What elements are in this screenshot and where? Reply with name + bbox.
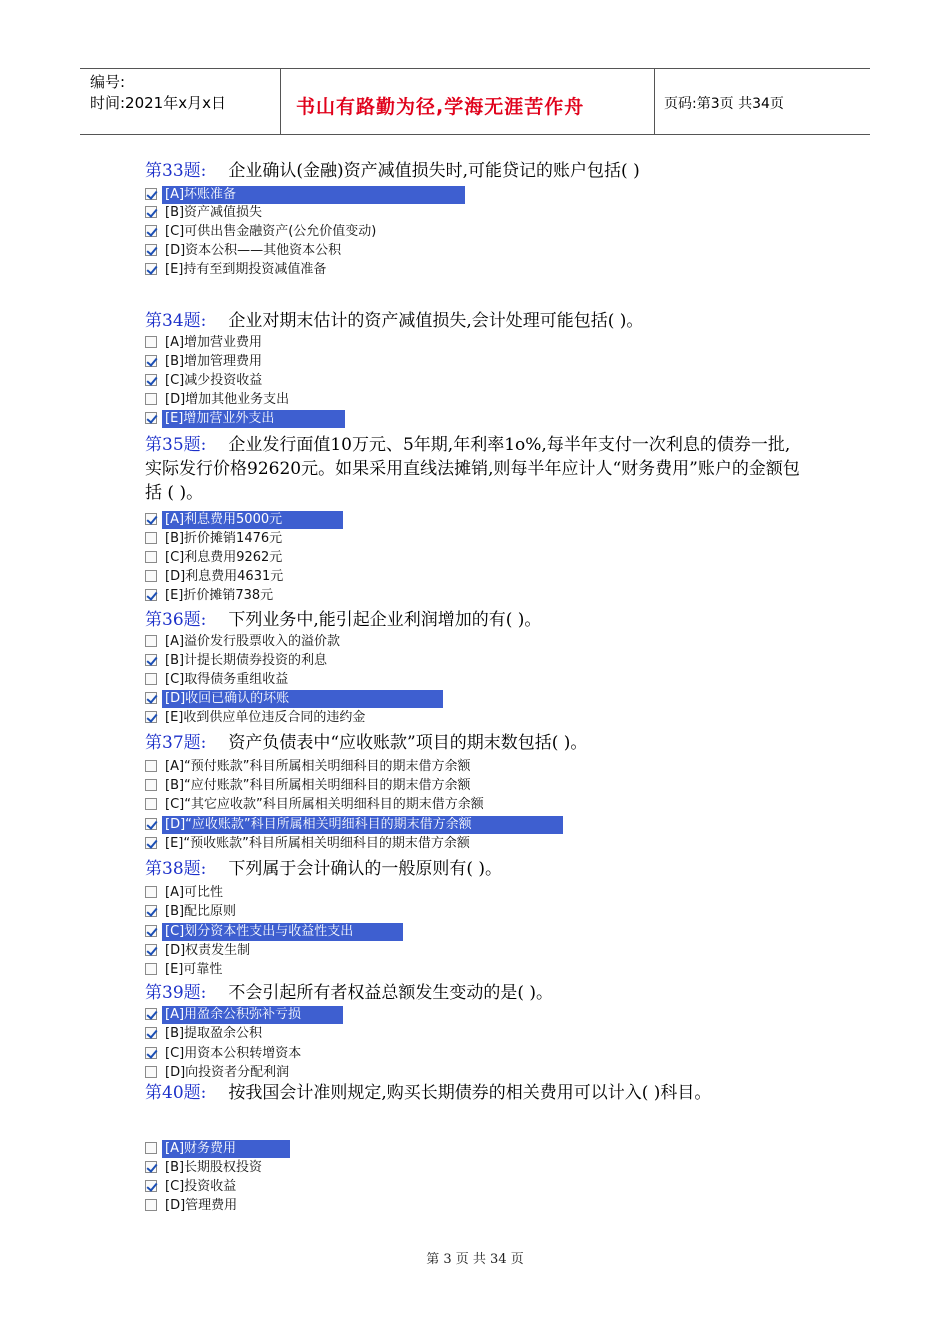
checkbox-checked-icon[interactable]	[145, 905, 157, 917]
question-number: 第39题:	[145, 983, 207, 1003]
question-number: 第34题:	[145, 311, 207, 331]
question-text: 下列属于会计确认的一般原则有( )。	[228, 859, 503, 879]
number-label: 编号:	[90, 73, 126, 91]
checkbox-checked-icon[interactable]	[145, 225, 157, 237]
question-number: 第40题:	[145, 1083, 207, 1103]
checkbox-checked-icon[interactable]	[145, 263, 157, 275]
option-38-e[interactable]: [E]可靠性	[145, 960, 222, 979]
question-37	[145, 731, 587, 755]
checkbox-unchecked-icon[interactable]	[145, 1142, 157, 1154]
checkbox-unchecked-icon[interactable]	[145, 779, 157, 791]
checkbox-checked-icon[interactable]	[145, 837, 157, 849]
checkbox-checked-icon[interactable]	[145, 1008, 157, 1020]
option-37-e[interactable]: [E]“预收账款”科目所属相关明细科目的期末借方余额	[145, 834, 470, 853]
question-text: 资产负债表中“应收账款”项目的期末数包括( )。	[228, 733, 588, 753]
checkbox-checked-icon[interactable]	[145, 206, 157, 218]
option-34-b[interactable]: [B]增加管理费用	[145, 352, 262, 371]
option-40-c[interactable]: [C]投资收益	[145, 1177, 236, 1196]
question-36	[145, 608, 541, 632]
option-35-b[interactable]: [B]折价摊销1476元	[145, 529, 282, 548]
option-36-b[interactable]: [B]计提长期债券投资的利息	[145, 651, 327, 670]
option-40-b[interactable]: [B]长期股权投资	[145, 1158, 262, 1177]
checkbox-checked-icon[interactable]	[145, 692, 157, 704]
question-text: 下列业务中,能引起企业利润增加的有( )。	[228, 610, 542, 630]
checkbox-unchecked-icon[interactable]	[145, 1199, 157, 1211]
question-text: 企业对期末估计的资产减值损失,会计处理可能包括( )。	[228, 311, 644, 331]
checkbox-checked-icon[interactable]	[145, 188, 157, 200]
checkbox-unchecked-icon[interactable]	[145, 635, 157, 647]
checkbox-checked-icon[interactable]	[145, 818, 157, 830]
question-35	[145, 433, 805, 505]
option-40-a[interactable]: [A]财务费用	[145, 1139, 236, 1158]
option-33-d[interactable]: [D]资本公积——其他资本公积	[145, 241, 341, 260]
question-text: 企业确认(金融)资产减值损失时,可能贷记的账户包括( )	[228, 161, 640, 181]
option-33-c[interactable]: [C]可供出售金融资产(公允价值变动)	[145, 222, 376, 241]
option-34-e[interactable]: [E]增加营业外支出	[145, 409, 274, 428]
header-divider	[280, 68, 281, 135]
question-text: 按我国会计准则规定,购买长期债券的相关费用可以计入( )科目。	[228, 1083, 712, 1103]
option-39-a[interactable]: [A]用盈余公积弥补亏损	[145, 1005, 301, 1024]
checkbox-unchecked-icon[interactable]	[145, 798, 157, 810]
option-34-c[interactable]: [C]减少投资收益	[145, 371, 262, 390]
checkbox-unchecked-icon[interactable]	[145, 886, 157, 898]
option-36-a[interactable]: [A]溢价发行股票收入的溢价款	[145, 632, 340, 651]
checkbox-checked-icon[interactable]	[145, 1027, 157, 1039]
option-35-c[interactable]: [C]利息费用9262元	[145, 548, 282, 567]
checkbox-checked-icon[interactable]	[145, 711, 157, 723]
question-39	[145, 981, 553, 1005]
checkbox-checked-icon[interactable]	[145, 1047, 157, 1059]
option-37-a[interactable]: [A]“预付账款”科目所属相关明细科目的期末借方余额	[145, 757, 471, 776]
checkbox-unchecked-icon[interactable]	[145, 336, 157, 348]
question-number: 第33题:	[145, 161, 207, 181]
checkbox-checked-icon[interactable]	[145, 1180, 157, 1192]
checkbox-checked-icon[interactable]	[145, 1161, 157, 1173]
checkbox-unchecked-icon[interactable]	[145, 551, 157, 563]
option-38-b[interactable]: [B]配比原则	[145, 902, 236, 921]
option-38-c[interactable]: [C]划分资本性支出与收益性支出	[145, 922, 353, 941]
option-33-b[interactable]: [B]资产减值损失	[145, 203, 262, 222]
option-35-a[interactable]: [A]利息费用5000元	[145, 510, 282, 529]
option-35-d[interactable]: [D]利息费用4631元	[145, 567, 283, 586]
option-39-d[interactable]: [D]向投资者分配利润	[145, 1063, 289, 1082]
checkbox-checked-icon[interactable]	[145, 944, 157, 956]
option-36-e[interactable]: [E]收到供应单位违反合同的违约金	[145, 708, 365, 727]
checkbox-checked-icon[interactable]	[145, 244, 157, 256]
header-motto: 书山有路勤为径,学海无涯苦作舟	[296, 96, 585, 118]
option-38-d[interactable]: [D]权责发生制	[145, 941, 250, 960]
question-number: 第35题:	[145, 435, 207, 455]
question-40	[145, 1081, 805, 1105]
option-39-c[interactable]: [C]用资本公积转增资本	[145, 1044, 301, 1063]
checkbox-unchecked-icon[interactable]	[145, 532, 157, 544]
checkbox-unchecked-icon[interactable]	[145, 963, 157, 975]
question-number: 第37题:	[145, 733, 207, 753]
option-35-e[interactable]: [E]折价摊销738元	[145, 586, 273, 605]
header-page-info: 页码:第3页 共34页	[664, 96, 784, 112]
checkbox-unchecked-icon[interactable]	[145, 393, 157, 405]
question-33	[145, 159, 640, 183]
option-39-b[interactable]: [B]提取盈余公积	[145, 1024, 262, 1043]
option-33-a[interactable]: [A]坏账准备	[145, 185, 236, 204]
option-37-d[interactable]: [D]“应收账款”科目所属相关明细科目的期末借方余额	[145, 815, 472, 834]
checkbox-checked-icon[interactable]	[145, 412, 157, 424]
question-number: 第38题:	[145, 859, 207, 879]
checkbox-unchecked-icon[interactable]	[145, 570, 157, 582]
checkbox-unchecked-icon[interactable]	[145, 1066, 157, 1078]
time-label: 时间:2021年x月x日	[90, 94, 226, 112]
checkbox-unchecked-icon[interactable]	[145, 673, 157, 685]
checkbox-unchecked-icon[interactable]	[145, 760, 157, 772]
option-37-b[interactable]: [B]“应付账款”科目所属相关明细科目的期末借方余额	[145, 776, 471, 795]
option-36-c[interactable]: [C]取得债务重组收益	[145, 670, 288, 689]
header-meta	[90, 72, 226, 114]
option-37-c[interactable]: [C]“其它应收款”科目所属相关明细科目的期末借方余额	[145, 795, 484, 814]
question-text: 企业发行面值10万元、5年期,年利率1o%,每半年支付一次利息的债券一批,实际发行价格92620元。如果采用直线法摊销,则每半年应计人“财务费用”账户的金额包括 ( )。	[145, 435, 800, 503]
checkbox-checked-icon[interactable]	[145, 654, 157, 666]
checkbox-checked-icon[interactable]	[145, 355, 157, 367]
option-34-d[interactable]: [D]增加其他业务支出	[145, 390, 289, 409]
checkbox-checked-icon[interactable]	[145, 513, 157, 525]
option-36-d[interactable]: [D]收回已确认的坏账	[145, 689, 289, 708]
option-33-e[interactable]: [E]持有至到期投资减值准备	[145, 260, 326, 279]
question-34	[145, 309, 643, 333]
question-38	[145, 857, 502, 881]
question-number: 第36题:	[145, 610, 207, 630]
checkbox-checked-icon[interactable]	[145, 374, 157, 386]
checkbox-checked-icon[interactable]	[145, 925, 157, 937]
question-text: 不会引起所有者权益总额发生变动的是( )。	[228, 983, 554, 1003]
option-38-a[interactable]: [A]可比性	[145, 883, 223, 902]
option-34-a[interactable]: [A]增加营业费用	[145, 333, 262, 352]
header-divider	[654, 68, 655, 135]
page-footer: 第 3 页 共 34 页	[426, 1252, 524, 1267]
header-bottom-rule	[80, 134, 870, 135]
header-top-rule	[80, 68, 870, 69]
checkbox-checked-icon[interactable]	[145, 589, 157, 601]
option-40-d[interactable]: [D]管理费用	[145, 1196, 237, 1215]
